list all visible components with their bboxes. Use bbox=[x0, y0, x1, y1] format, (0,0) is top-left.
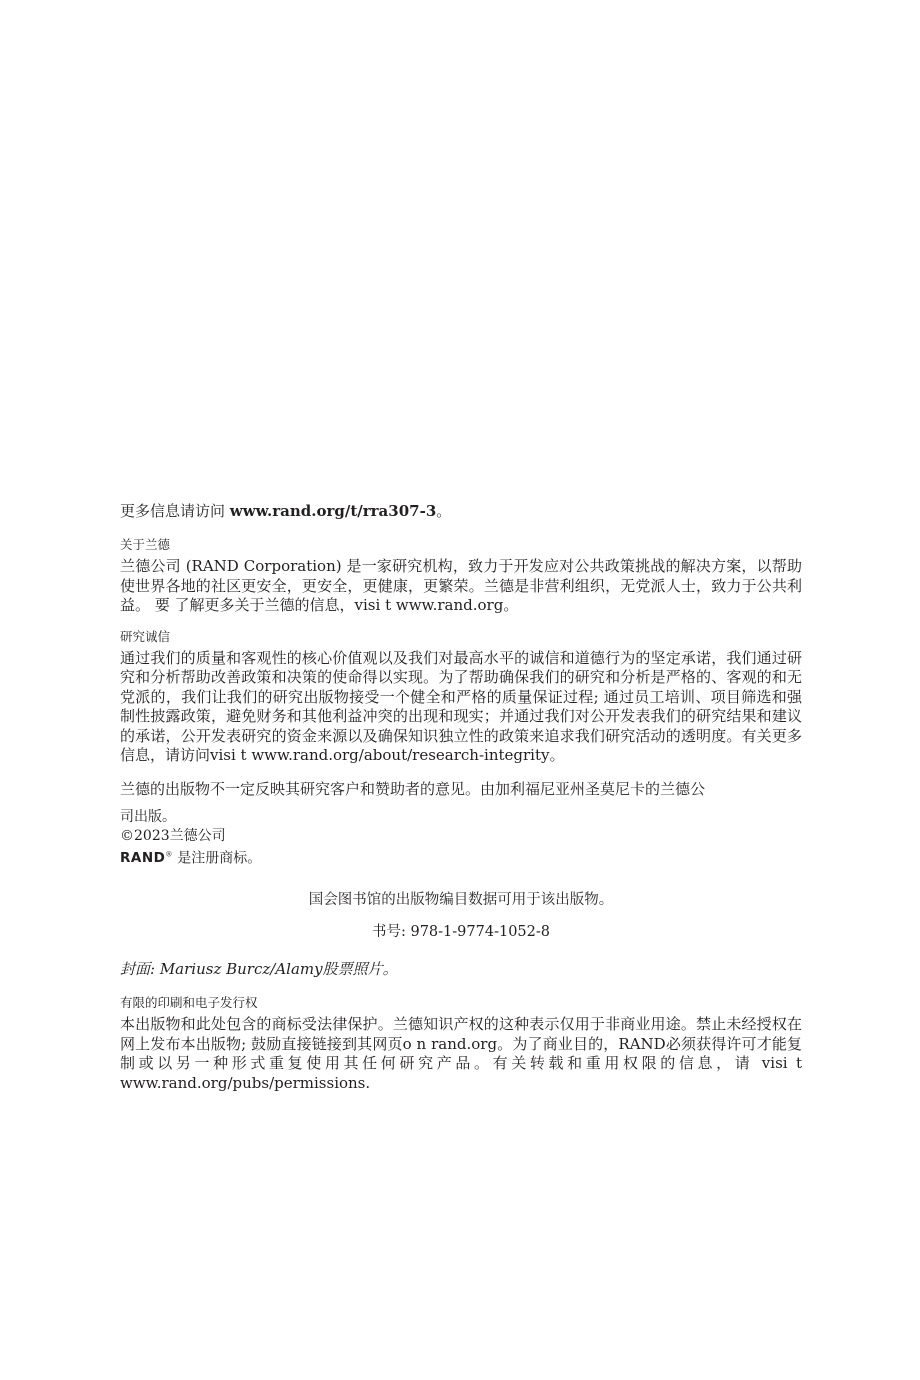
publisher-line1: 兰德的出版物不一定反映其研究客户和赞助者的意见。由加利福尼亚州圣莫尼卡的兰德公 bbox=[120, 779, 706, 798]
more-info-suffix: 。 bbox=[436, 502, 452, 520]
rand-logo bbox=[120, 850, 173, 866]
about-heading: 关于兰德 bbox=[120, 537, 171, 552]
registered-mark: ® bbox=[165, 850, 173, 859]
page-content bbox=[120, 500, 802, 1093]
rand-logo-text: RAND bbox=[120, 850, 166, 866]
publisher-line2: 司出版。 bbox=[120, 808, 176, 825]
isbn-line: 书号: 978-1-9774-1052-8 bbox=[371, 924, 551, 940]
rights-body: 本出版物和此处包含的商标受法律保护。兰德知识产权的这种表示仅用于非商业用途。禁止未经授权在网上发布本出版物; 鼓励直接链接到其网页o n rand.org。为了商业目的，RAND必须获得许可才能复制或以另一种形式重复使用其任何研究产品。有关转载和重用权限的信息，请 visi t www.rand.org/pubs/permissions. bbox=[120, 1015, 802, 1092]
about-body: 兰德公司 (RAND Corporation) 是一家研究机构，致力于开发应对公共政策挑战的解决方案，以帮助使世界各地的社区更安全，更安全，更健康，更繁荣。兰德是非营利组织，无党派人士，致力于公共利益。 要 了解更多关于兰德的信息，visi t www.rand.org。 bbox=[120, 557, 802, 614]
more-info-line bbox=[120, 500, 802, 522]
more-info-url[interactable]: www.rand.org/t/rra307-3 bbox=[229, 502, 437, 520]
cover-credit: 封面: Mariusz Burcz/Alamy股票照片。 bbox=[120, 960, 398, 978]
trademark-line bbox=[120, 846, 802, 869]
copyright-line: ©2023兰德公司 bbox=[120, 827, 226, 844]
cip-line: 国会图书馆的出版物编目数据可用于该出版物。 bbox=[308, 892, 614, 908]
integrity-heading: 研究诚信 bbox=[120, 628, 171, 644]
rights-heading: 有限的印刷和电子发行权 bbox=[120, 995, 258, 1010]
integrity-body: 通过我们的质量和客观性的核心价值观以及我们对最高水平的诚信和道德行为的坚定承诺，我们通过研究和分析帮助改善政策和决策的使命得以实现。为了帮助确保我们的研究和分析是严格的、客观的和无党派的，我们让我们的研究出版物接受一个健全和严格的质量保证过程; 通过员工培训、项目筛选和强制性披露政策，避免财务和其他利益冲突的出现和现实；并通过我们对公开发表我们的研究结果和建议的承诺，公开发表研究的资金来源以及确保知识独立性的政策来追求我们研究活动的透明度。有关更多 信息，请访问visi t www.rand.org/about/research-integrity。 bbox=[120, 648, 802, 764]
more-info-prefix: 更多信息请访问 bbox=[120, 502, 230, 520]
trademark-text: 是注册商标。 bbox=[172, 850, 262, 866]
